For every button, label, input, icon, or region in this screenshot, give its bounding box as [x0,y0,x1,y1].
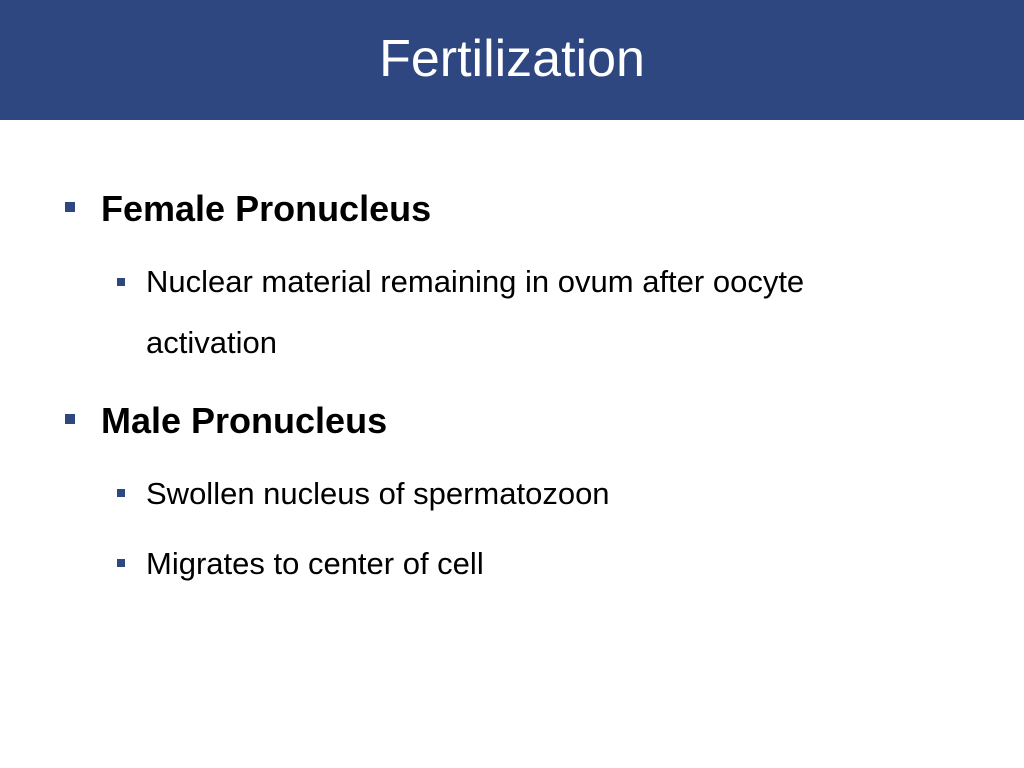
square-bullet-icon [65,202,75,212]
square-bullet-icon [117,489,125,497]
sub-bullet-text: Migrates to center of cell [146,546,484,581]
sub-bullet-text-continuation: activation [146,325,277,360]
sub-bullet-text: Nuclear material remaining in ovum after oocyte [146,264,805,299]
bullet-heading-male-pronucleus: Male Pronucleus [101,400,388,441]
bullet-heading-female-pronucleus: Female Pronucleus [101,188,432,229]
slide-title: Fertilization [379,30,645,88]
square-bullet-icon [117,559,125,567]
sub-bullet-text: Swollen nucleus of spermatozoon [146,476,610,511]
square-bullet-icon [65,414,75,424]
square-bullet-icon [117,278,125,286]
